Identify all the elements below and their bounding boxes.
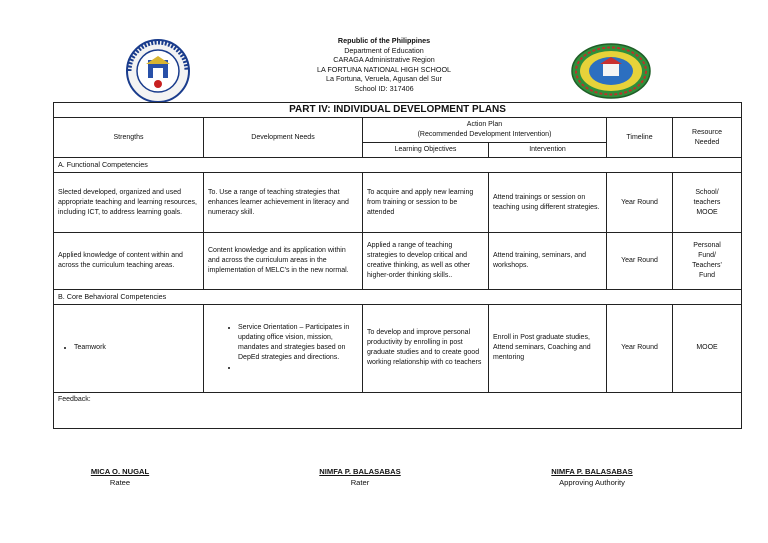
row1-resource-line1: School/ <box>695 188 719 196</box>
row1-intervention: Attend trainings or session on teaching using different strategies. <box>489 173 607 233</box>
row3-intervention: Enroll in Post graduate studies, Attend seminars, Coaching and mentoring <box>489 304 607 392</box>
header-resource-line2: Needed <box>694 138 720 146</box>
header-intervention: Intervention <box>489 143 607 158</box>
row1-resource-line2: teachers <box>693 198 721 206</box>
feedback-label: Feedback: <box>54 392 742 428</box>
row2-development-need: Content knowledge and its application within and across the curriculum areas in the implementation of MELC's in the new normal. <box>204 233 363 289</box>
row3-strength-cell <box>54 304 204 392</box>
row3-learning-objective: To develop and improve personal productivity by enrolling in post graduate studies and to create good working relationship with co teachers <box>363 304 489 392</box>
header-timeline: Timeline <box>607 118 673 158</box>
row1-resource-line3: MOOE <box>696 208 718 216</box>
table-row <box>54 233 742 289</box>
row3-resource: MOOE <box>673 304 742 392</box>
ratee-role: Ratee <box>109 478 131 487</box>
row2-intervention: Attend training, seminars, and workshops. <box>489 233 607 289</box>
row2-resource <box>673 233 742 289</box>
approver-role: Approving Authority <box>559 478 625 487</box>
header-address: La Fortuna, Veruela, Agusan del Sur <box>326 74 442 84</box>
header-action-plan-title: Action Plan <box>466 121 503 129</box>
header-school-name: LA FORTUNA NATIONAL HIGH SCHOOL <box>316 64 452 74</box>
row2-resource-line1: Personal <box>693 241 721 249</box>
section-core-behavioral-competencies: B. Core Behavioral Competencies <box>54 289 742 304</box>
row1-resource <box>673 173 742 233</box>
header-learning-objectives: Learning Objectives <box>363 143 489 158</box>
header-resource-line1: Resource <box>692 128 722 136</box>
header-resource-needed <box>673 118 742 158</box>
row2-resource-line2: Fund/ <box>698 251 716 259</box>
row2-learning-objective: Applied a range of teaching strategies to develop critical and creative thinking, as well as other higher-order thinking skills.. <box>363 233 489 289</box>
signature-approving-authority <box>530 466 654 488</box>
table-row <box>54 304 742 392</box>
rater-name: NIMFA P. BALASABAS <box>319 467 401 476</box>
row3-development-need: • Service Orientation – Participates in updating office vision, mission, mandates and strategies based on DepEd strategies and directions. <box>238 323 358 363</box>
section-functional-competencies: A. Functional Competencies <box>54 158 742 173</box>
row2-resource-line3: Teachers' <box>692 261 722 269</box>
development-plan-table <box>53 102 742 429</box>
signature-rater <box>300 466 420 488</box>
header-school-id: School ID: 317406 <box>354 83 414 93</box>
row2-timeline: Year Round <box>607 233 673 289</box>
approver-name: NIMFA P. BALASABAS <box>551 467 633 476</box>
row1-strength: Slected developed, organized and used appropriate teaching and learning resources, including ICT, to address learning goals. <box>54 173 204 233</box>
row2-resource-line4: Fund <box>699 271 715 279</box>
header-department: Department of Education <box>344 45 424 55</box>
header-region: CARAGA Administrative Region <box>333 55 435 65</box>
row3-strength: • Teamwork <box>74 343 199 353</box>
header-action-plan <box>363 118 607 143</box>
header-development-needs: Development Needs <box>204 118 363 158</box>
table-title: PART IV: INDIVIDUAL DEVELOPMENT PLANS <box>54 103 742 118</box>
row2-strength: Applied knowledge of content within and across the curriculum teaching areas. <box>54 233 204 289</box>
row3-empty-bullet <box>238 363 358 373</box>
row1-development-need: To. Use a range of teaching strategies that enhances learner achievement in literacy and numeracy skill. <box>204 173 363 233</box>
signature-ratee <box>70 466 170 488</box>
document-header <box>0 36 768 94</box>
row3-timeline: Year Round <box>607 304 673 392</box>
header-action-plan-subtitle: (Recommended Development Intervention) <box>417 131 552 139</box>
ratee-name: MICA O. NUGAL <box>90 467 150 476</box>
header-strengths: Strengths <box>54 118 204 158</box>
row3-development-need-cell <box>204 304 363 392</box>
table-row <box>54 173 742 233</box>
header-country: Republic of the Philippines <box>337 36 431 45</box>
row1-timeline: Year Round <box>607 173 673 233</box>
row1-learning-objective: To acquire and apply new learning from training or session to be attended <box>363 173 489 233</box>
rater-role: Rater <box>350 478 370 487</box>
